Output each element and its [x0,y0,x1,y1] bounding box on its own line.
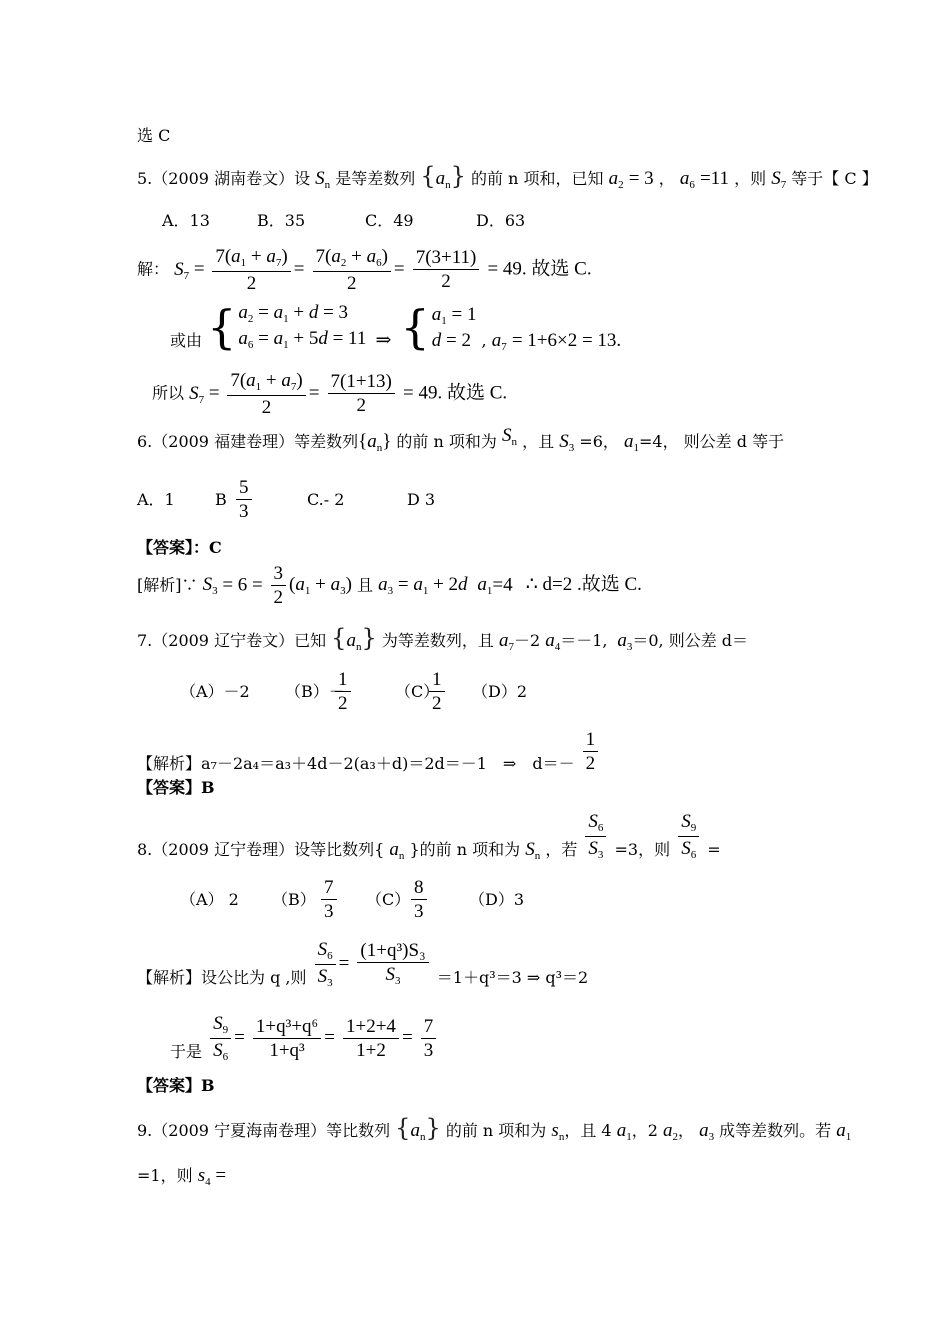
fraction: $\frac{S_6}{S_3}$ [585,812,606,861]
option-d: D．63 [476,211,526,230]
fraction: $\frac{8}{3}$ [411,878,427,922]
fraction: $\frac{5}{3}$ [236,478,252,522]
question-9-stem: 9.（2009 宁夏海南卷理）等比数列 $\{a_n\}$ 的前 n 项和为 $s_n$，且 4 $a_1$，2 $a_2$， $a_3$ 成等差数列。若 $a_1$ [137,1114,852,1143]
fraction: $\frac{\text{1+q³+q⁶}}{\text{1+q³}}$ [253,1017,321,1061]
fraction: $\frac{1}{2}$ [583,730,599,774]
equation-system: { $a_2 = a_1 + d = 3$ $a_6 = a_1 + 5d = 11$ [207,300,367,354]
option-c: （C） [366,890,411,909]
question-6-stem: 6.（2009 福建卷理）等差数列$\{a_n\}$ 的前 n 项和为 $S_n$ ，且 $S_3 =6$， $a_1=4$， 则公差 d 等于 [137,425,785,454]
option-c: （C） [395,682,440,701]
question-9-line-2: =1，则 $s_4$ = [137,1165,227,1188]
question-8-answer: 【答案】B [137,1076,215,1095]
option-d: D 3 [407,490,436,509]
fraction: $\frac{3}{2}$ [271,564,287,608]
fraction: $\frac{7}{3}$ [421,1017,437,1061]
option-c: C.- 2 [307,490,345,509]
fraction: $\frac{1}{2}$ [335,670,351,714]
option-d: （D）2 [472,682,528,701]
option-b: （B）－ [285,682,345,701]
option-c: C．49 [365,211,414,230]
option-a: A．13 [162,211,210,230]
option-a: A．1 [137,490,175,509]
question-8-stem: 8.（2009 辽宁卷理）设等比数列{ $a_n$ }的前 n 项和为 $S_n$ ，若 $\frac{S_6}{S_3}$ =3，则 $\frac{S_9}{S_6}$ = [137,811,721,863]
equation-system: { $a_1 = 1$ d = 2 [400,300,477,354]
question-5-stem: 5.（2009 湖南卷文）设 $S_n$ 是等差数列 $\{a_n\}$ 的前 n 项和，已知 $a_2 = 3$ ， $a_6 =11$ ，则 $S_7$ 等于【 C 】 [137,162,878,191]
question-6-answer: 【答案】：C [137,538,222,557]
option-a: （A） 2 [180,890,239,909]
question-8-result: 于是 $\frac{S_9}{S_6}$ = $\frac{\text{1+q³+q⁶}}{\text{1+q³}}$ = $\frac{1+2+4}{1+2}$ = $\frac{7}{3}$ [170,1014,439,1063]
fraction: $\frac{7}{3}$ [321,878,337,922]
question-7-options [180,669,528,714]
fraction: $\frac{7(a_1 + a_7)}{2}$ [227,371,305,417]
fraction: $\frac{\text{(1+q³)S₃}}{S_3}$ [357,941,428,987]
question-6-analysis: [解析]∵ $S_3 = 6$ = $\frac{3}{2}$ $(a_1 + a_3)$ 且 $a_3 = a_1 + 2d$ $a_1=4$ ∴ d=2 .故选 C. [137,563,642,608]
fraction: $\frac{7(a_1 + a_7)}{2}$ [212,247,290,293]
question-5-options [162,211,526,230]
question-8-options [180,877,525,922]
option-b: B [215,490,227,509]
question-5-solution: 解： $S_7$ = $\frac{7(a_1 + a_7)}{2}$ = $\frac{7(a_2 + a_6)}{2}$ = $\frac{7(3+11)}{2}$ = 49. 故选 C. [137,246,592,294]
option-b: B．35 [257,211,306,230]
fraction: $\frac{S_9}{S_6}$ [210,1014,231,1063]
question-7-stem: 7.（2009 辽宁卷文）已知 $\{a_n\}$ 为等差数列，且 $a_7-2$ $a_4=-1$, $a_3=0$, 则公差 d＝ [137,624,749,653]
fraction: $\frac{1+2+4}{1+2}$ [343,1017,399,1061]
option-b: （B） [272,890,316,909]
previous-answer-line: 选 C [137,126,171,145]
option-d: （D）3 [469,890,525,909]
fraction: $\frac{1}{2}$ [429,670,445,714]
question-7-analysis: 【解析】a₇－2a₄＝a₃＋4d－2(a₃＋d)＝2d＝－1 ⇒ d＝－ $\frac{1}{2}$ [137,730,601,774]
option-a: （A）－2 [180,682,250,701]
fraction: $\frac{7(3+11)}{2}$ [413,248,480,292]
fraction: $\frac{7(a_2 + a_6)}{2}$ [313,247,391,293]
fraction: $\frac{7(1+13)}{2}$ [328,372,395,416]
math-s-n: $S_n$ [315,168,331,191]
fraction: $\frac{S_9}{S_6}$ [678,812,699,861]
question-5-conclusion: 所以 $S_7$ = $\frac{7(a_1 + a_7)}{2}$ = $\frac{7(1+13)}{2}$ = 49. 故选 C. [152,370,508,418]
question-8-analysis: 【解析】设公比为 q ,则 $\frac{S_6}{S_3}$ = $\frac{\text{(1+q³)S₃}}{S_3}$ ＝1＋q³＝3 ⇒ q³＝2 [137,939,589,989]
question-6-options [137,477,436,522]
question-7-answer: 【答案】B [137,778,215,797]
fraction: $\frac{S_6}{S_3}$ [315,940,336,989]
question-5-alternative: 或由 { $a_2 = a_1 + d = 3$ $a_6 = a_1 + 5d = 11$ ⇒ { $a_1 = 1$ d = 2 , $a_7 = 1+6\times 2 = 13$. [170,300,622,354]
